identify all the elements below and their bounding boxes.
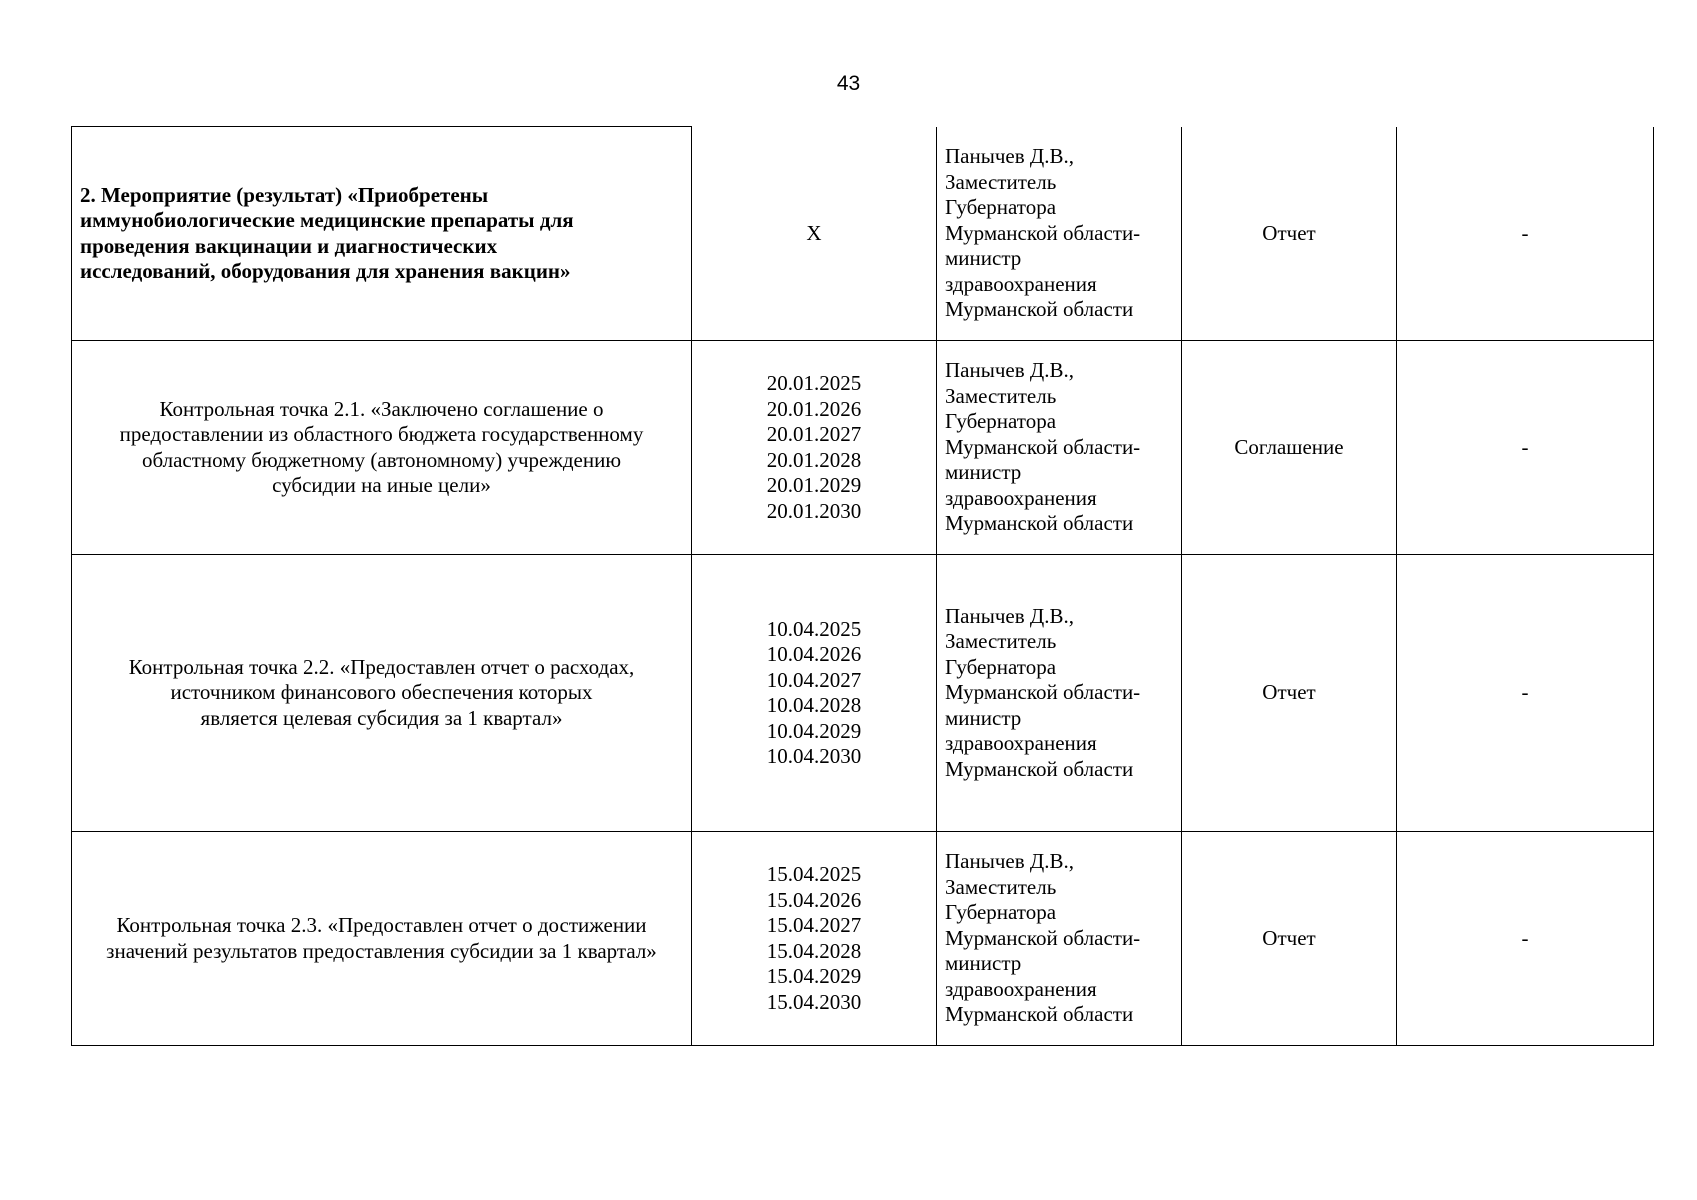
responsible-line: Заместитель: [945, 874, 1057, 899]
name-line: Контрольная точка 2.1. «Заключено соглашение о: [159, 396, 604, 421]
confirming-document: Отчет: [1182, 127, 1397, 341]
page-number: 43: [836, 72, 861, 95]
deadline-date: 10.04.2026: [766, 642, 862, 666]
name-line: Контрольная точка 2.3. «Предоставлен отчет о достижении: [116, 913, 647, 937]
activity-name: [72, 127, 692, 341]
responsible-line: Мурманской области: [945, 297, 1134, 321]
confirming-document: Отчет: [1182, 832, 1397, 1046]
control-point-name: [72, 555, 692, 832]
name-line: областному бюджетному (автономному) учреждению: [141, 447, 622, 472]
responsible-line: Губернатора: [945, 900, 1057, 925]
name-line: исследований, оборудования для хранения вакцин»: [80, 259, 571, 283]
confirming-document: Отчет: [1182, 555, 1397, 832]
table-row: [72, 832, 1654, 1046]
name-line: 2. Мероприятие (результат) «Приобретены: [80, 182, 489, 207]
deadline-date: 10.04.2025: [766, 616, 862, 641]
deadline-date: 10.04.2027: [766, 667, 862, 692]
responsible-line: Панычев Д.В.,: [945, 849, 1074, 874]
responsible-line: министр: [945, 951, 1022, 976]
deadline-date: 10.04.2029: [766, 718, 862, 743]
deadline-date: 20.01.2027: [766, 422, 862, 446]
responsible-line: Губернатора: [945, 654, 1057, 679]
responsible-person: [937, 127, 1182, 341]
deadline-date: 15.04.2028: [766, 938, 862, 963]
responsible-line: Мурманской области-: [945, 680, 1141, 705]
responsible-line: Панычев Д.В.,: [945, 144, 1074, 168]
name-line: значений результатов предоставления субсидии за 1 квартал»: [106, 938, 657, 963]
deadline-date: 15.04.2027: [766, 913, 862, 937]
deadline-date: 15.04.2029: [766, 964, 862, 988]
responsible-line: Мурманской области-: [945, 434, 1141, 459]
control-points-table: [71, 126, 1654, 1046]
deadline-date: 20.01.2026: [766, 396, 862, 421]
responsible-line: Панычев Д.В.,: [945, 603, 1074, 628]
responsible-person: [937, 341, 1182, 555]
responsible-line: Заместитель: [945, 169, 1057, 194]
deadline-date: 20.01.2029: [766, 473, 862, 497]
note-cell: -: [1397, 555, 1654, 832]
name-line: источником финансового обеспечения которых: [170, 680, 593, 705]
deadline-date: 15.04.2030: [766, 989, 862, 1014]
responsible-line: здравоохранения: [945, 976, 1097, 1001]
responsible-line: Заместитель: [945, 629, 1057, 654]
table-body: [72, 127, 1654, 1046]
deadline-date: 10.04.2030: [766, 744, 862, 768]
deadline-dates: [692, 341, 937, 555]
responsible-line: министр: [945, 460, 1022, 485]
deadline-dates: [692, 555, 937, 832]
deadline-date: 20.01.2025: [766, 371, 862, 395]
responsible-line: здравоохранения: [945, 271, 1097, 296]
responsible-person: [937, 832, 1182, 1046]
responsible-line: Мурманской области: [945, 511, 1134, 536]
table-row: [72, 127, 1654, 341]
control-point-name: [72, 341, 692, 555]
responsible-line: Заместитель: [945, 383, 1057, 408]
responsible-line: Мурманской области: [945, 1002, 1134, 1027]
name-line: иммунобиологические медицинские препараты для: [80, 208, 574, 232]
deadline-date: 15.04.2025: [766, 862, 862, 886]
deadline-dates: [692, 127, 937, 341]
responsible-line: Мурманской области-: [945, 925, 1141, 950]
deadline-date: 20.01.2030: [766, 498, 862, 523]
table-row: [72, 555, 1654, 832]
responsible-line: Панычев Д.В.,: [945, 358, 1074, 383]
responsible-line: министр: [945, 705, 1022, 730]
responsible-line: Мурманской области-: [945, 220, 1141, 245]
name-line: проведения вакцинации и диагностических: [80, 233, 498, 258]
confirming-document: Соглашение: [1182, 341, 1397, 555]
deadline-date: Х: [806, 220, 822, 245]
note-cell: -: [1397, 341, 1654, 555]
responsible-line: министр: [945, 246, 1022, 270]
name-line: Контрольная точка 2.2. «Предоставлен отчет о расходах,: [128, 654, 635, 679]
responsible-person: [937, 555, 1182, 832]
name-line: предоставлении из областного бюджета государственному: [119, 422, 644, 446]
control-point-name: [72, 832, 692, 1046]
responsible-line: здравоохранения: [945, 731, 1097, 756]
responsible-line: Губернатора: [945, 195, 1057, 219]
name-line: является целевая субсидия за 1 квартал»: [200, 705, 563, 730]
deadline-date: 20.01.2028: [766, 447, 862, 472]
note-cell: -: [1397, 127, 1654, 341]
responsible-line: здравоохранения: [945, 485, 1097, 510]
responsible-line: Мурманской области: [945, 756, 1134, 781]
note-cell: -: [1397, 832, 1654, 1046]
deadline-date: 10.04.2028: [766, 693, 862, 717]
deadline-date: 15.04.2026: [766, 887, 862, 912]
table-row: [72, 341, 1654, 555]
name-line: субсидии на иные цели»: [272, 473, 491, 497]
responsible-line: Губернатора: [945, 409, 1057, 434]
deadline-dates: [692, 832, 937, 1046]
